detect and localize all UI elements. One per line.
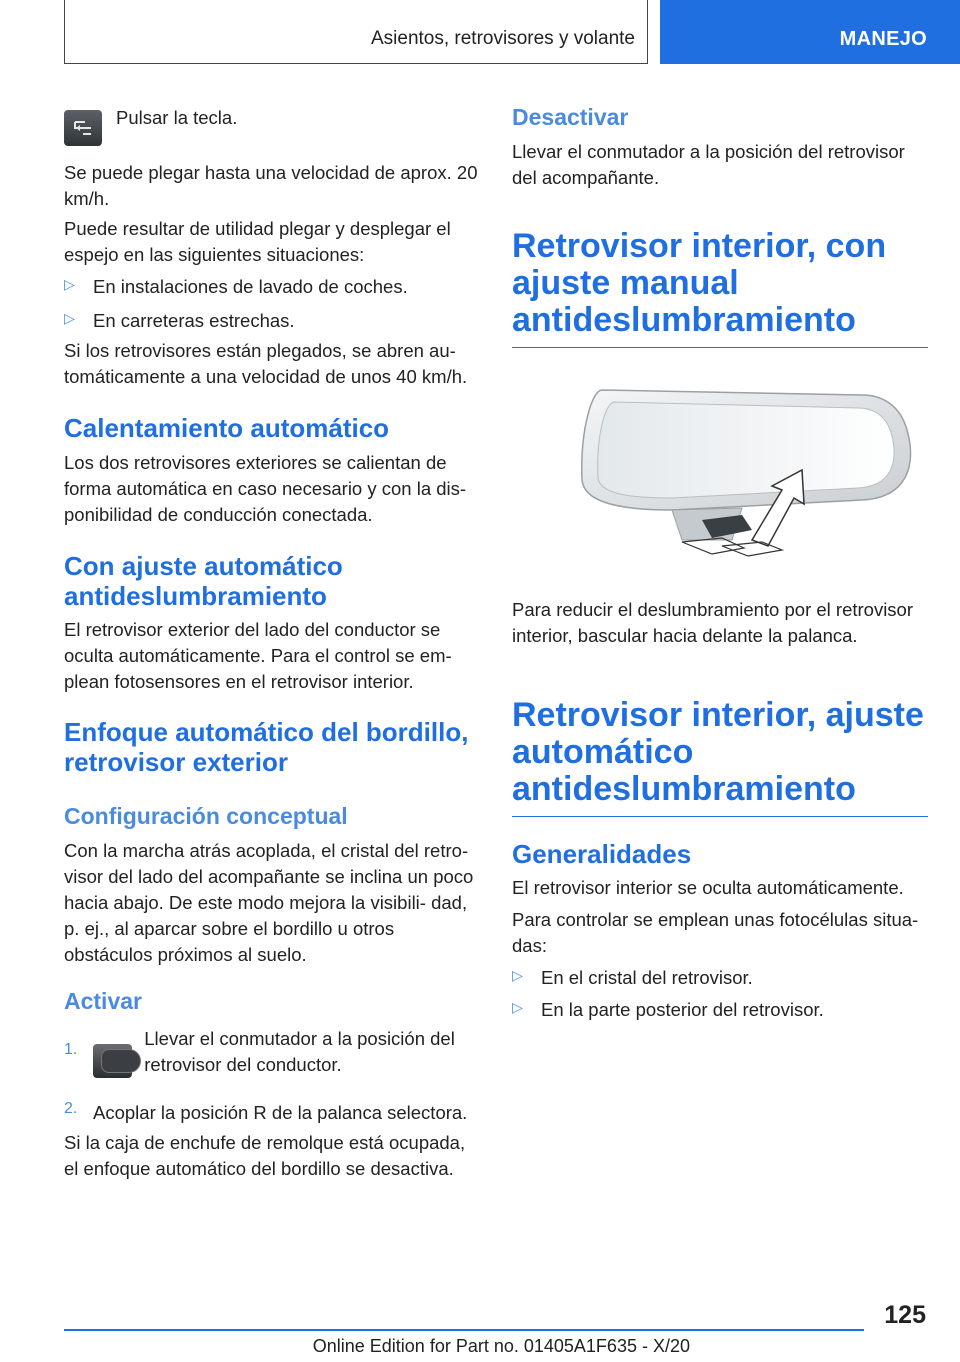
- manual-dimming-text: Para reducir el deslumbramiento por el retrovisor interior, bascular hacia delante la palanca.: [512, 599, 914, 646]
- list-item: ▷ En carreteras estrechas.: [64, 308, 480, 334]
- list-item: 2. Acoplar la posición R de la palanca selectora.: [64, 1100, 468, 1123]
- deactivate-text: Llevar el conmutador a la posición del retrovisor del acompañante.: [512, 141, 905, 188]
- edition-text: Online Edition for Part no. 01405A1F635 - X/20: [312, 1336, 690, 1356]
- activate-heading: Activar: [64, 988, 142, 1014]
- rearview-mirror-icon: [512, 370, 928, 570]
- trailer-text: Si la caja de enchufe de remolque está ocupada, el enfoque automático del bordillo se desactiva.: [64, 1132, 466, 1179]
- fold-speed-text: Se puede plegar hasta una velocidad de aprox. 20 km/h.: [64, 162, 478, 209]
- unfold-text: Si los retrovisores están plegados, se abren au- tomáticamente a una velocidad de unos 40 km/h.: [64, 340, 468, 387]
- dimming-heading: Con ajuste automático antideslumbramiento: [64, 551, 343, 611]
- general-text-2: Para controlar se emplean unas fotocélulas situa- das:: [512, 909, 919, 956]
- list-item: ▷ En instalaciones de lavado de coches.: [64, 274, 480, 300]
- chapter-title: Asientos, retrovisores y volante: [370, 28, 635, 49]
- press-key-text: Pulsar la tecla.: [116, 107, 238, 128]
- manual-dimming-heading: Retrovisor interior, con ajuste manual antideslumbramiento: [512, 228, 928, 348]
- section-label: MANEJO: [839, 28, 927, 50]
- useful-intro-text: Puede resultar de utilidad plegar y desplegar el espejo en las siguientes situaciones:: [64, 218, 451, 265]
- concept-text: Con la marcha atrás acoplada, el cristal del retro- visor del lado del acompañante se inclina un poco hacia abajo. De este modo mejora la visibili- dad, p. ej., al aparcar sobre el bordillo u otros obstáculos próximos al suelo.: [64, 840, 474, 965]
- deactivate-heading: Desactivar: [512, 104, 629, 130]
- press-key-row: [64, 108, 480, 148]
- list-item: ▷ En la parte posterior del retrovisor.: [512, 997, 928, 1023]
- general-heading: Generalidades: [512, 839, 692, 869]
- mirror-fold-button-icon: [64, 110, 102, 146]
- bullet-triangle-icon: ▷: [64, 276, 75, 292]
- general-text-1: El retrovisor interior se oculta automáticamente.: [512, 877, 904, 898]
- heating-heading: Calentamiento automático: [64, 413, 390, 443]
- header-chapter-box: [64, 0, 648, 64]
- mirror-switch-icon: [93, 1044, 132, 1078]
- footer-divider: [64, 1329, 864, 1331]
- list-item: ▷ En el cristal del retrovisor.: [512, 965, 928, 991]
- concept-heading: Configuración conceptual: [64, 803, 348, 829]
- curb-heading: Enfoque automático del bordillo, retrovisor exterior: [64, 717, 469, 777]
- bullet-triangle-icon: ▷: [64, 310, 75, 326]
- rearview-mirror-illustration: [512, 370, 928, 570]
- bullet-triangle-icon: ▷: [512, 967, 523, 983]
- bullet-triangle-icon: ▷: [512, 999, 523, 1015]
- heating-text: Los dos retrovisores exteriores se calientan de forma automática en caso necesario y con la dis- ponibilidad de conducción conectada.: [64, 452, 467, 525]
- auto-dimming-heading: Retrovisor interior, ajuste automático antideslumbramiento: [512, 697, 928, 817]
- dimming-text: El retrovisor exterior del lado del conductor se oculta automáticamente. Para el control se em- plean fotosensores en el retrovisor interior.: [64, 619, 452, 692]
- list-item: 1. Llevar el conmutador a la posición del retrovisor del conductor.: [64, 1026, 480, 1078]
- page-number: 125: [884, 1301, 926, 1329]
- header-section-tab[interactable]: [660, 0, 960, 64]
